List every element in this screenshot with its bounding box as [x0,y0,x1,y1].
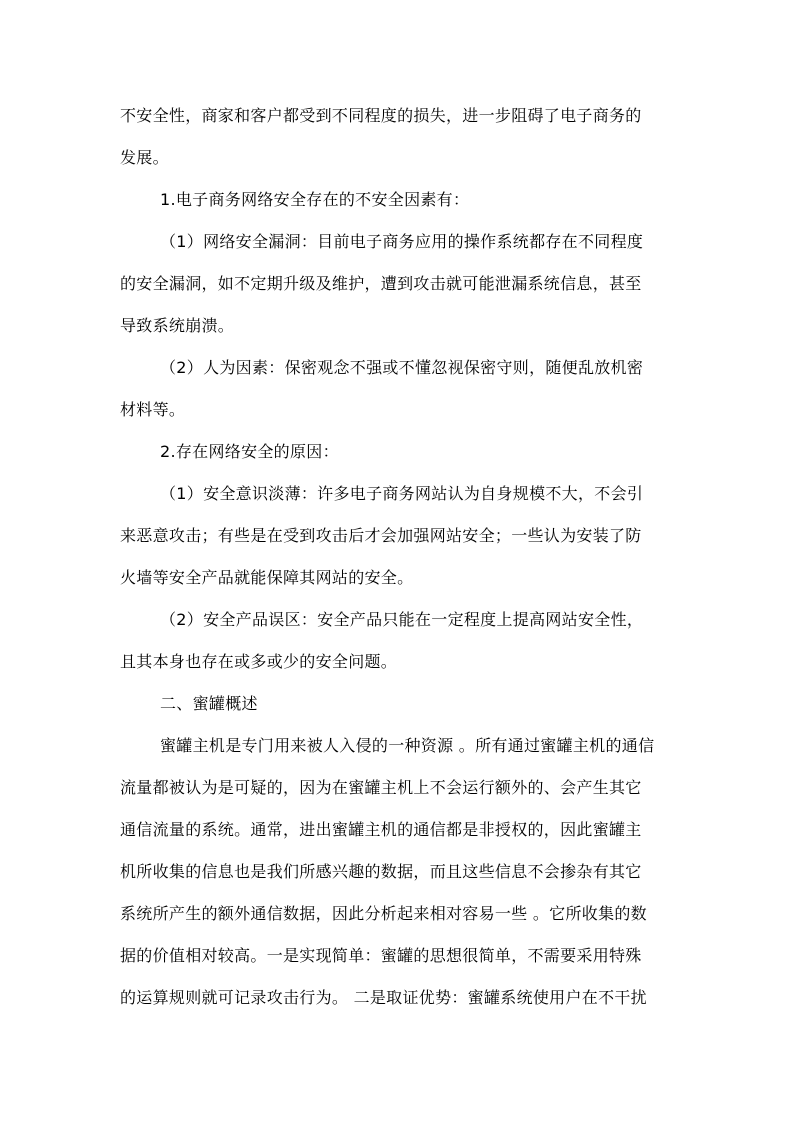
paragraph-line: 的运算规则就可记录攻击行为。 二是取证优势：蜜罐系统使用户在不干扰 [120,988,647,1007]
paragraph-line: 导致系统崩溃。 [120,316,235,335]
paragraph-line: （2）人为因素：保密观念不强或不懂忽视保密守则，随便乱放机密 [160,358,644,377]
paragraph-line: 通信流量的系统。通常，进出蜜罐主机的通信都是非授权的，因此蜜罐主 [120,820,642,839]
paragraph-line: 系统所产生的额外通信数据，因此分析起来相对容易一些 。它所收集的数 [120,904,647,923]
paragraph-line: 且其本身也存在或多或少的安全问题。 [120,652,398,671]
paragraph-line: 蜜罐主机是专门用来被人入侵的一种资源 。所有通过蜜罐主机的通信 [160,736,655,755]
paragraph-line: 来恶意攻击；有些是在受到攻击后才会加强网站安全；一些认为安装了防 [120,526,642,545]
paragraph-line: 机所收集的信息也是我们所感兴趣的数据，而且这些信息不会掺杂有其它 [120,862,642,881]
paragraph-line: 不安全性，商家和客户都受到不同程度的损失，进一步阻碍了电子商务的 [120,106,642,125]
paragraph-line: 火墙等安全产品就能保障其网站的安全。 [120,568,414,587]
paragraph-line: 流量都被认为是可疑的，因为在蜜罐主机上不会运行额外的、会产生其它 [120,778,642,797]
paragraph-line: （2）安全产品误区：安全产品只能在一定程度上提高网站安全性， [160,610,644,629]
paragraph-line: 发展。 [120,148,169,167]
paragraph-line: 的安全漏洞，如不定期升级及维护，遭到攻击就可能泄漏系统信息，甚至 [120,274,642,293]
paragraph-line: （1）安全意识淡薄：许多电子商务网站认为自身规模不大，不会引 [160,484,644,503]
section-heading: 二、蜜罐概述 [160,694,258,713]
section-heading: 1.电子商务网络安全存在的不安全因素有： [160,190,470,209]
section-heading: 2.存在网络安全的原因： [160,442,339,461]
paragraph-line: 材料等。 [120,400,186,419]
paragraph-line: （1）网络安全漏洞：目前电子商务应用的操作系统都存在不同程度 [160,232,644,251]
paragraph-line: 据的价值相对较高。一是实现简单：蜜罐的思想很简单，不需要采用特殊 [120,946,642,965]
